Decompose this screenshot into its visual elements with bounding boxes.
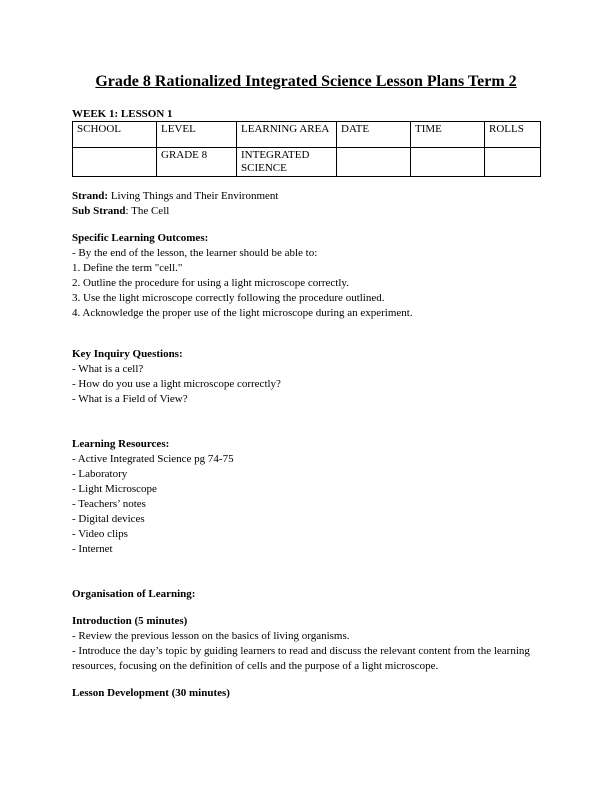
sub-strand-line [72, 204, 542, 219]
table-header-cell: TIME [411, 122, 485, 148]
list-item: 4. Acknowledge the proper use of the light microscope during an experiment. [72, 307, 413, 319]
list-item: - Light Microscope [72, 483, 157, 495]
list-item: 3. Use the light microscope correctly following the procedure outlined. [72, 292, 385, 304]
introduction-heading: Introduction (5 minutes) [72, 615, 188, 627]
list-item: 2. Outline the procedure for using a light microscope correctly. [72, 277, 349, 289]
sub-strand-value: : The Cell [125, 205, 170, 217]
page-title: Grade 8 Rationalized Integrated Science Lesson Plans Term 2 [95, 73, 517, 90]
resources-heading: Learning Resources: [72, 438, 170, 450]
organisation-heading: Organisation of Learning: [72, 588, 196, 600]
lesson-info-table [72, 121, 541, 177]
week-label: WEEK 1: LESSON 1 [72, 108, 173, 120]
list-item: - What is a cell? [72, 363, 144, 375]
table-header-cell: ROLLS [485, 122, 541, 148]
table-cell [73, 148, 157, 177]
inquiry-heading: Key Inquiry Questions: [72, 348, 183, 360]
table-cell [485, 148, 541, 177]
table-header-row [73, 122, 541, 148]
table-header-cell: SCHOOL [73, 122, 157, 148]
table-cell [411, 148, 485, 177]
list-item: - Review the previous lesson on the basics of living organisms. [72, 630, 350, 642]
list-item: - How do you use a light microscope correctly? [72, 378, 281, 390]
strand-label: Strand: [72, 190, 109, 202]
outcomes-heading: Specific Learning Outcomes: [72, 232, 209, 244]
list-item: - What is a Field of View? [72, 393, 188, 405]
list-item: - Digital devices [72, 513, 145, 525]
table-header-cell: LEVEL [157, 122, 237, 148]
list-item: - Teachers’ notes [72, 498, 146, 510]
list-item: - By the end of the lesson, the learner should be able to: [72, 247, 318, 259]
table-cell: INTEGRATED SCIENCE [237, 148, 337, 177]
table-cell [337, 148, 411, 177]
list-item: - Laboratory [72, 468, 128, 480]
list-item: 1. Define the term "cell." [72, 262, 183, 274]
list-item: - Active Integrated Science pg 74-75 [72, 453, 234, 465]
list-item: - Video clips [72, 528, 128, 540]
table-row [73, 148, 541, 177]
development-heading: Lesson Development (30 minutes) [72, 687, 230, 699]
strand-line [72, 189, 542, 204]
table-header-cell: DATE [337, 122, 411, 148]
table-header-cell: LEARNING AREA [237, 122, 337, 148]
sub-strand-label: Sub Strand [72, 205, 126, 217]
table-cell: GRADE 8 [157, 148, 237, 177]
strand-value: Living Things and Their Environment [108, 190, 279, 202]
list-item: - Internet [72, 543, 113, 555]
document-body [72, 107, 542, 701]
list-item: - Introduce the day’s topic by guiding learners to read and discuss the relevant content from the learning resources, focusing on the definition of cells and the purpose of a light microscope. [72, 645, 530, 672]
